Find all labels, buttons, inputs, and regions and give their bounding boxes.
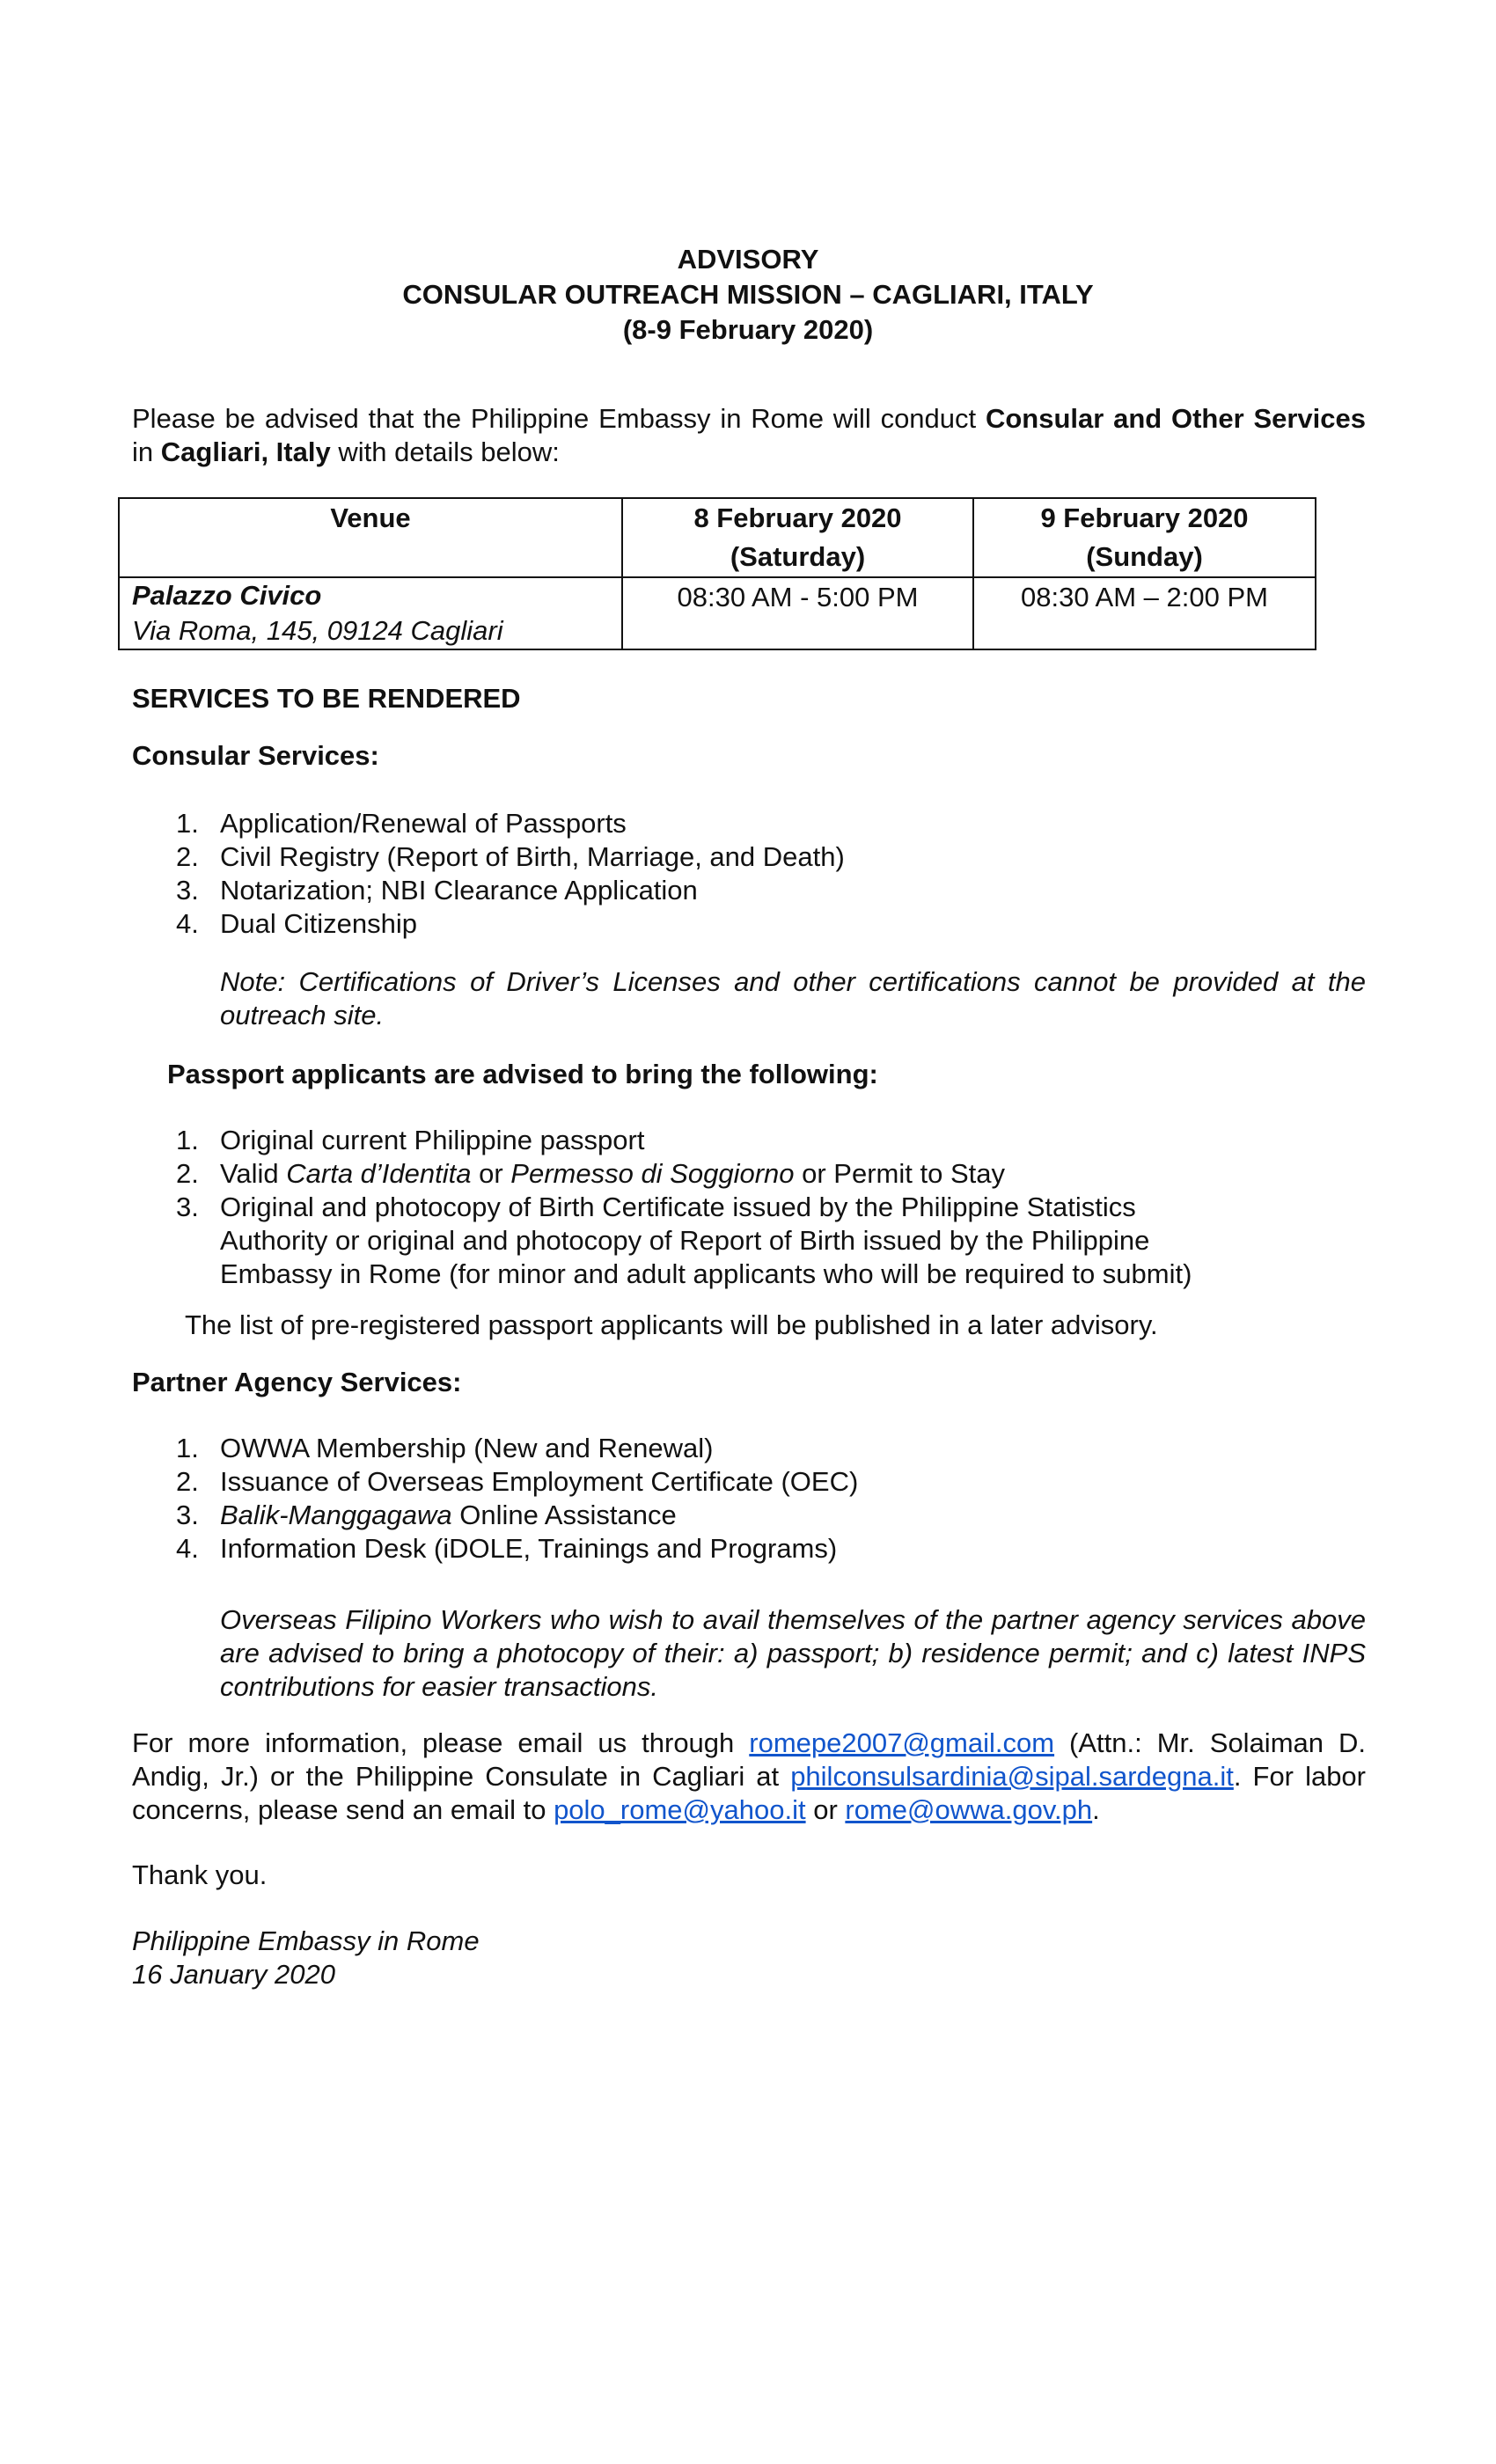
contact-paragraph [132, 1727, 1366, 1827]
table-row [119, 577, 1316, 649]
advisory-header [0, 242, 1496, 348]
item-text: Dual Citizenship [220, 908, 417, 939]
table-header-row [119, 498, 1316, 577]
venue-name: Palazzo Civico [132, 580, 322, 611]
header-dates: (8-9 February 2020) [622, 314, 874, 345]
intro-bold-location: Cagliari, Italy [160, 436, 331, 467]
item-number: 3. [176, 875, 199, 906]
item-text-line: Original and photocopy of Birth Certificate issued by the Philippine Statistics [220, 1192, 1136, 1222]
day2-date: 9 February 2020 [1040, 502, 1249, 533]
item-number: 1. [176, 1125, 199, 1155]
consular-heading: Consular Services: [132, 740, 379, 771]
venue-address: Via Roma, 145, 09124 Cagliari [132, 615, 503, 646]
item-number: 2. [176, 1158, 199, 1189]
item-italic-carta: Carta d’Identita [286, 1158, 472, 1189]
intro-text-2: in [132, 436, 161, 467]
intro-text-1: Please be advised that the Philippine Embassy in Rome will conduct [132, 403, 986, 434]
list-item [132, 907, 1366, 941]
item-text: Application/Renewal of Passports [220, 808, 627, 839]
day1-weekday: (Saturday) [730, 541, 866, 572]
item-number: 4. [176, 1533, 199, 1564]
item-text-line: Embassy in Rome (for minor and adult applicants who will be required to submit) [220, 1258, 1192, 1289]
contact-text: or [805, 1794, 846, 1825]
signature-date: 16 January 2020 [132, 1959, 335, 1990]
item-text-line: Authority or original and photocopy of Report of Birth issued by the Philippine [220, 1225, 1150, 1256]
header-subtitle: CONSULAR OUTREACH MISSION – CAGLIARI, ITALY [402, 279, 1094, 310]
item-text: Information Desk (iDOLE, Trainings and Programs) [220, 1533, 838, 1564]
item-number: 4. [176, 908, 199, 939]
list-item [132, 1465, 1366, 1499]
signature-block [132, 1925, 1366, 1991]
item-italic: Balik-Manggagawa [220, 1500, 452, 1530]
contact-text: . [1092, 1794, 1100, 1825]
schedule-table [118, 497, 1316, 650]
day2-header [973, 498, 1316, 577]
item-text: Issuance of Overseas Employment Certificate (OEC) [220, 1466, 859, 1497]
polo-email-link[interactable]: polo_rome@yahoo.it [554, 1794, 806, 1825]
intro-bold-services: Consular and Other Services [985, 403, 1366, 434]
item-number: 1. [176, 808, 199, 839]
partner-list [132, 1432, 1366, 1566]
day2-time: 08:30 AM – 2:00 PM [973, 577, 1316, 649]
passport-list [132, 1124, 1366, 1291]
passport-footer: The list of pre-registered passport applicants will be published in a later advisory. [185, 1309, 1158, 1340]
item-number: 1. [176, 1433, 199, 1463]
day2-weekday: (Sunday) [1086, 541, 1203, 572]
list-item [132, 1432, 1366, 1465]
day1-date: 8 February 2020 [693, 502, 902, 533]
contact-text: . For labor concerns, please send an email to [132, 1761, 1366, 1825]
item-number: 2. [176, 1466, 199, 1497]
passport-heading: Passport applicants are advised to bring the following: [167, 1059, 878, 1089]
list-item [132, 1532, 1366, 1566]
day1-time: 08:30 AM - 5:00 PM [622, 577, 973, 649]
list-item [132, 1157, 1366, 1191]
item-text: OWWA Membership (New and Renewal) [220, 1433, 714, 1463]
list-item [132, 874, 1366, 907]
header-title: ADVISORY [677, 244, 819, 275]
owwa-email-link[interactable]: rome@owwa.gov.ph [845, 1794, 1093, 1825]
services-heading: SERVICES TO BE RENDERED [132, 683, 521, 714]
list-item [132, 1191, 1366, 1291]
contact-text: For more information, please email us through [132, 1727, 750, 1758]
venue-cell [119, 577, 622, 649]
day1-header [622, 498, 973, 577]
thanks-text: Thank you. [132, 1859, 268, 1890]
item-text: Original current Philippine passport [220, 1125, 645, 1155]
signature-org: Philippine Embassy in Rome [132, 1925, 480, 1956]
item-text: Notarization; NBI Clearance Application [220, 875, 698, 906]
item-text: Civil Registry (Report of Birth, Marriage, and Death) [220, 841, 845, 872]
item-text: or [471, 1158, 511, 1189]
item-text: Online Assistance [451, 1500, 677, 1530]
partner-heading: Partner Agency Services: [132, 1367, 462, 1397]
partner-note: Overseas Filipino Workers who wish to avail themselves of the partner agency services above are advised to bring a photocopy of their: a) passport; b) residence permit; and c) latest INPS contributions for easier transactions. [220, 1604, 1366, 1702]
consular-list [132, 807, 1366, 941]
consulate-email-link[interactable]: philconsulsardinia@sipal.sardegna.it [790, 1761, 1234, 1792]
list-item [132, 1499, 1366, 1532]
intro-paragraph [132, 402, 1366, 469]
item-number: 3. [176, 1192, 199, 1222]
list-item [132, 807, 1366, 840]
list-item [132, 1124, 1366, 1157]
item-number: 3. [176, 1500, 199, 1530]
intro-text-3: with details below: [330, 436, 560, 467]
consular-note: Note: Certifications of Driver’s Licenses and other certifications cannot be provided at the outreach site. [220, 966, 1366, 1030]
item-italic-permesso: Permesso di Soggiorno [510, 1158, 795, 1189]
list-item [132, 840, 1366, 874]
venue-header: Venue [119, 498, 622, 577]
contact-text: (Attn.: Mr. Solaiman D. Andig, Jr.) or the Philippine Consulate in Cagliari at [132, 1727, 1366, 1792]
embassy-email-link[interactable]: romepe2007@gmail.com [749, 1727, 1055, 1758]
item-text: Valid [220, 1158, 287, 1189]
item-text: or Permit to Stay [794, 1158, 1005, 1189]
item-number: 2. [176, 841, 199, 872]
